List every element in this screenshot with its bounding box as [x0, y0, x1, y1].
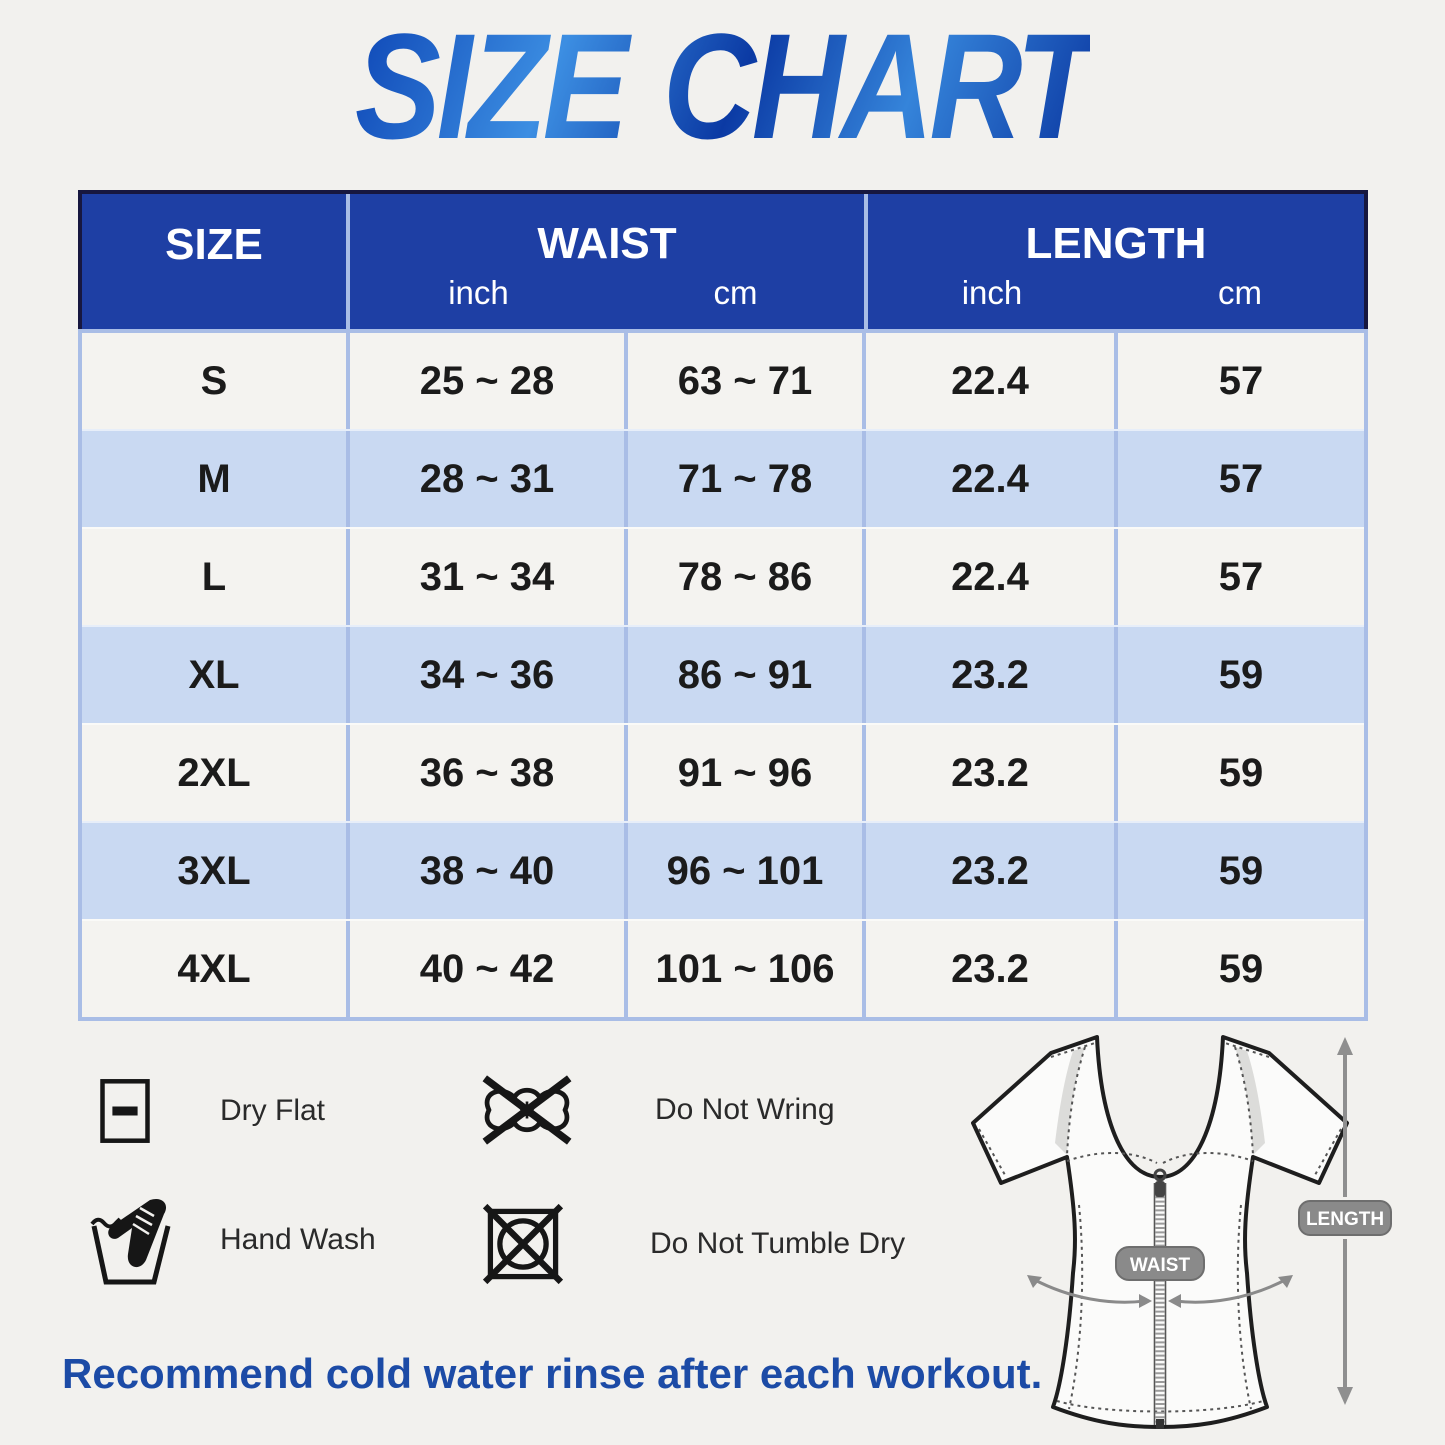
- cell-length-cm: 59: [1218, 946, 1264, 991]
- cell-length-inch: 22.4: [866, 333, 1118, 429]
- cell-length-inch: 23.2: [866, 725, 1118, 821]
- care-label: Dry Flat: [220, 1094, 325, 1127]
- cell-size: 2XL: [82, 725, 350, 821]
- column-header-waist: [350, 194, 868, 329]
- table-row-l: [82, 527, 1364, 625]
- table-row-xl: [82, 625, 1364, 723]
- waist-header-label: WAIST: [537, 219, 677, 268]
- cell-length-cm: 59: [1218, 750, 1264, 795]
- dry-flat-icon: [98, 1076, 220, 1146]
- cell-waist-inch: 25 ~ 28: [350, 333, 628, 429]
- page-title: SIZE CHART: [354, 2, 1091, 170]
- cell-waist-inch: 36 ~ 38: [350, 725, 628, 821]
- waist-unit-inch: inch: [448, 274, 509, 312]
- care-label: Do Not Tumble Dry: [650, 1227, 906, 1260]
- care-item-do-not-wring: [472, 1072, 835, 1148]
- table-body: [78, 329, 1368, 1021]
- table-row-s: [82, 333, 1364, 429]
- do-not-tumble-dry-icon: [482, 1202, 650, 1286]
- cell-waist-cm: 91 ~ 96: [628, 725, 866, 821]
- waist-units: [350, 274, 864, 312]
- cell-waist-inch: 40 ~ 42: [350, 921, 628, 1017]
- size-chart-table: [78, 190, 1368, 1021]
- waist-unit-cm: cm: [713, 274, 758, 312]
- hand-wash-icon: [88, 1194, 220, 1286]
- care-item-do-not-tumble-dry: [482, 1202, 905, 1286]
- cell-length-inch: 22.4: [866, 529, 1118, 625]
- table-row-4xl: [82, 919, 1364, 1017]
- care-label: Do Not Wring: [655, 1093, 835, 1126]
- cell-waist-cm: 78 ~ 86: [628, 529, 866, 625]
- cell-waist-inch: 38 ~ 40: [350, 823, 628, 919]
- size-header-label: SIZE: [165, 220, 263, 269]
- cell-waist-cm: 71 ~ 78: [628, 431, 866, 527]
- cell-size: XL: [82, 627, 350, 723]
- cell-length-cm: 57: [1218, 358, 1264, 403]
- length-unit-cm: cm: [1218, 274, 1262, 312]
- cell-size: S: [82, 333, 350, 429]
- cell-length-cm: 59: [1218, 652, 1264, 697]
- cell-size: L: [82, 529, 350, 625]
- care-item-hand-wash: [88, 1194, 376, 1286]
- length-units: [868, 274, 1364, 312]
- title-bar: [0, 2, 1445, 170]
- cell-length-inch: 23.2: [866, 921, 1118, 1017]
- do-not-wring-icon: [472, 1072, 655, 1148]
- waist-badge-label: WAIST: [1129, 1255, 1191, 1276]
- cell-waist-cm: 86 ~ 91: [628, 627, 866, 723]
- table-row-3xl: [82, 821, 1364, 919]
- cell-waist-inch: 34 ~ 36: [350, 627, 628, 723]
- column-header-size: [82, 194, 350, 329]
- length-badge: [1299, 1201, 1391, 1235]
- cell-waist-cm: 101 ~ 106: [628, 921, 866, 1017]
- table-row-2xl: [82, 723, 1364, 821]
- cell-length-inch: 22.4: [866, 431, 1118, 527]
- table-row-m: [82, 429, 1364, 527]
- cell-waist-cm: 63 ~ 71: [628, 333, 866, 429]
- column-header-length: [868, 194, 1364, 329]
- length-unit-inch: inch: [961, 274, 1023, 312]
- table-header-row: [78, 190, 1368, 329]
- care-label: Hand Wash: [220, 1223, 376, 1256]
- cell-length-inch: 23.2: [866, 823, 1118, 919]
- length-header-label: LENGTH: [1025, 219, 1207, 268]
- care-item-dry-flat: [98, 1076, 325, 1146]
- cell-length-cm: 57: [1218, 554, 1264, 599]
- cell-waist-inch: 28 ~ 31: [350, 431, 628, 527]
- cell-size: 3XL: [82, 823, 350, 919]
- cell-size: 4XL: [82, 921, 350, 1017]
- cell-size: M: [82, 431, 350, 527]
- cell-length-inch: 23.2: [866, 627, 1118, 723]
- cell-waist-cm: 96 ~ 101: [628, 823, 866, 919]
- footer-note: Recommend cold water rinse after each workout.: [62, 1350, 1043, 1397]
- length-badge-label: LENGTH: [1305, 1209, 1385, 1230]
- cell-waist-inch: 31 ~ 34: [350, 529, 628, 625]
- cell-length-cm: 57: [1218, 456, 1264, 501]
- waist-badge: [1116, 1247, 1204, 1280]
- cell-length-cm: 59: [1218, 848, 1264, 893]
